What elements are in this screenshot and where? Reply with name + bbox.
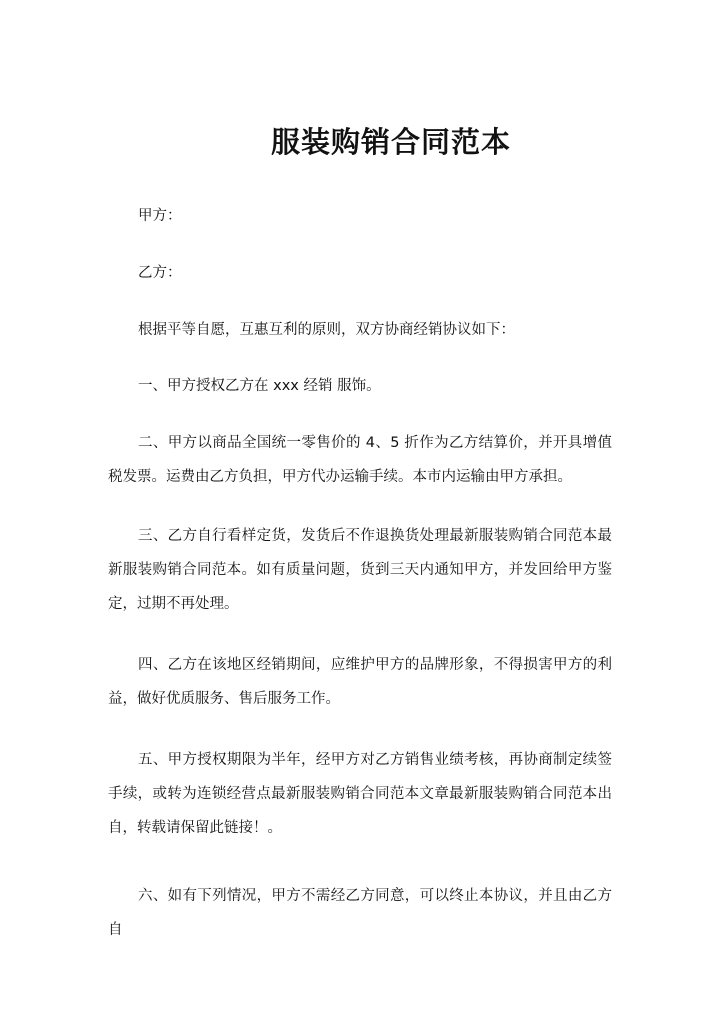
party-b-line: 乙方： bbox=[138, 265, 182, 281]
clause-3: 三、乙方自行看样定货，发货后不作退换货处理最新服装购销合同范本最新服装购销合同范本。如有质量问题，货到三天内通知甲方，并发回给甲方鉴定，过期不再处理。 bbox=[108, 528, 612, 612]
party-a-line: 甲方： bbox=[138, 208, 182, 224]
intro-paragraph: 根据平等自愿，互惠互利的原则，双方协商经销协议如下： bbox=[138, 322, 515, 338]
clause-5: 五、甲方授权期限为半年，经甲方对乙方销售业绩考核，再协商制定续签手续，或转为连锁经营点最新服装购销合同范本文章最新服装购销合同范本出自，转载请保留此链接！。 bbox=[108, 752, 612, 836]
document-title: 服装购销合同范本 bbox=[270, 125, 511, 159]
clause-4: 四、乙方在该地区经销期间，应维护甲方的品牌形象，不得损害甲方的利益，做好优质服务、售后服务工作。 bbox=[108, 657, 612, 707]
clause-2: 二、甲方以商品全国统一零售价的 4、5 折作为乙方结算价，并开具增值税发票。运费由乙方负担，甲方代办运输手续。本市内运输由甲方承担。 bbox=[108, 435, 612, 485]
clause-1: 一、甲方授权乙方在 xxx 经销 服饰。 bbox=[138, 378, 381, 394]
clause-6: 六、如有下列情况，甲方不需经乙方同意，可以终止本协议，并且由乙方自 bbox=[108, 888, 612, 938]
